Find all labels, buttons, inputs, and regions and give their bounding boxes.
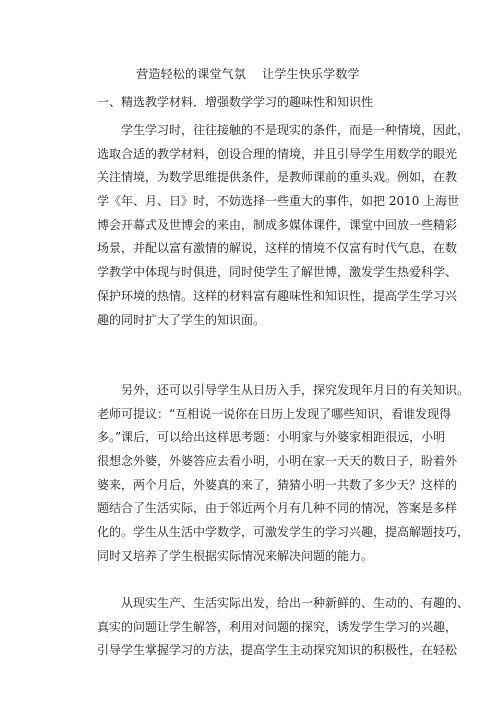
paragraph-line: 学教学中体现与时俱进，同时使学生了解世博，激发学生热爱科学、 [97, 265, 458, 280]
document-title: 营造轻松的课堂气氛 让学生快乐学数学 [136, 67, 360, 81]
paragraph-line: 选取合适的教学材料，创设合理的情境，并且引导学生用数学的眼光 [97, 146, 458, 161]
paragraph-line: 很想念外婆，外婆答应去看小明，小明在家一天天的数日子，盼着外 [97, 454, 458, 469]
section-heading: 一、精选教学材料．增强数学学习的趣味性和知识性 [97, 95, 374, 109]
paragraph-line: 关注情境，为数学思维提供条件，是教师课前的重头戏。例如，在教 [97, 170, 458, 185]
paragraph-2 [97, 379, 470, 569]
paragraph-1 [97, 119, 470, 332]
paragraph-line: 博会开幕式及世博会的来由，制成多媒体课件，课堂中回放一些精彩 [97, 217, 458, 232]
paragraph-3 [97, 592, 470, 663]
paragraph-line: 学《年、月、日》时，不妨选择一些重大的事件，如把 2010 上海世 [97, 194, 460, 209]
paragraph-line: 同时又培养了学生根据实际情况来解决问题的能力。 [97, 548, 374, 563]
paragraph-line: 场景，并配以富有激情的解说，这样的情境不仅富有时代气息，在数 [97, 241, 458, 256]
paragraph-line: 学生学习时，往往接触的不是现实的条件，而是一种情境，因此， [121, 123, 470, 137]
paragraph-line: 引导学生掌握学习的方法，提高学生主动探究知识的积极性，在轻松 [97, 643, 458, 658]
paragraph-line: 保护环境的热情。这样的材料富有趣味性和知识性，提高学生学习兴 [97, 288, 458, 303]
paragraph-line: 从现实生产、生活实际出发，给出一种新鲜的、生动的、有趣的、 [121, 596, 470, 610]
paragraph-line: 老师可提议：“互相说一说你在日历上发现了哪些知识，看谁发现得 [97, 406, 452, 421]
paragraph-line: 多。”课后，可以给出这样思考题：小明家与外婆家相距很远，小明 [97, 430, 446, 445]
paragraph-line: 另外，还可以引导学生从日历入手，探究发现年月日的有关知识。 [121, 383, 470, 397]
paragraph-line: 趣的同时扩大了学生的知识面。 [97, 312, 266, 327]
paragraph-line: 真实的问题让学生解答，利用对问题的探究，诱发学生学习的兴趣， [97, 619, 458, 634]
paragraph-line: 题结合了生活实际，由于邻近两个月有几种不同的情况，答案是多样 [97, 501, 458, 516]
paragraph-line: 婆来，两个月后，外婆真的来了，猜猜小明一共数了多少天？这样的 [97, 477, 458, 492]
paragraph-line: 化的。学生从生活中学数学，可激发学生的学习兴趣，提高解题技巧， [97, 525, 470, 540]
